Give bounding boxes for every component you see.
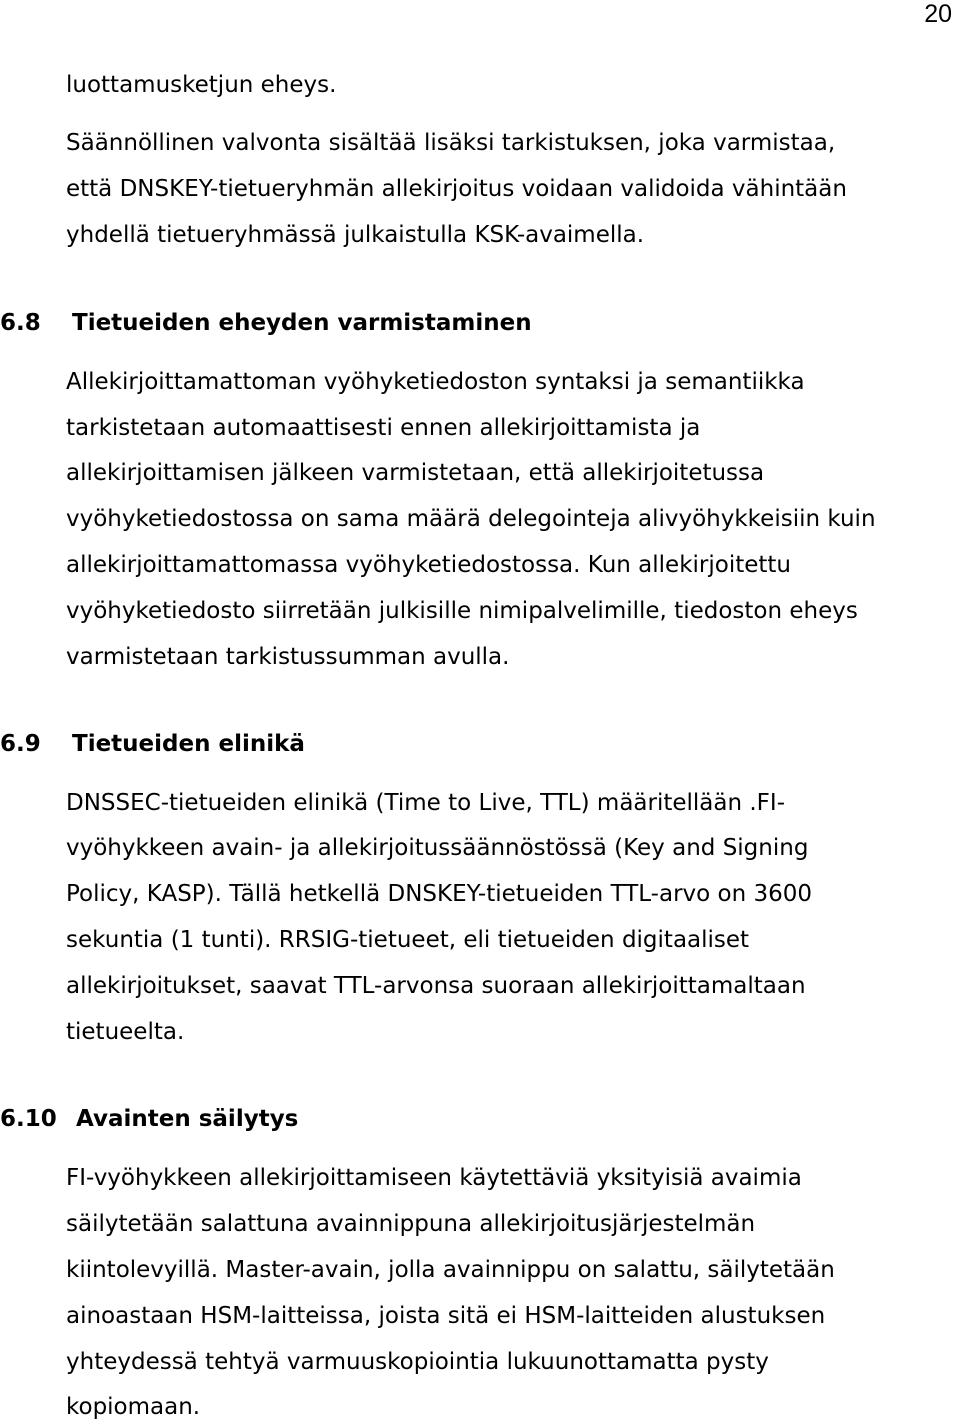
paragraph-line: allekirjoittamisen jälkeen varmistetaan, että allekirjoitetussa xyxy=(66,460,765,486)
paragraph-line: tarkistetaan automaattisesti ennen allekirjoittamista ja xyxy=(66,415,701,441)
section-number: 6.10 xyxy=(0,1106,57,1132)
section-number: 6.8 xyxy=(0,310,41,336)
paragraph-line: yhdellä tietueryhmässä julkaistulla KSK-avaimella. xyxy=(66,222,645,248)
paragraph-line: allekirjoittamattomassa vyöhyketiedostossa. Kun allekirjoitettu xyxy=(66,552,791,578)
paragraph-line: allekirjoitukset, saavat TTL-arvonsa suoraan allekirjoittamaltaan xyxy=(66,973,806,999)
section-heading: Avainten säilytys xyxy=(76,1106,299,1132)
paragraph-line: säilytetään salattuna avainnippuna allekirjoitusjärjestelmän xyxy=(66,1211,756,1237)
paragraph-line: vyöhyketiedosto siirretään julkisille nimipalvelimille, tiedoston eheys xyxy=(66,598,858,624)
paragraph-line: Säännöllinen valvonta sisältää lisäksi tarkistuksen, joka varmistaa, xyxy=(66,130,836,156)
paragraph-line: vyöhykkeen avain- ja allekirjoitussäännöstössä (Key and Signing xyxy=(66,835,809,861)
section-heading: Tietueiden eheyden varmistaminen xyxy=(72,310,532,336)
paragraph-line: luottamusketjun eheys. xyxy=(66,72,337,98)
paragraph-line: vyöhyketiedostossa on sama määrä delegointeja alivyöhykkeisiin kuin xyxy=(66,506,876,532)
paragraph-line: Allekirjoittamattoman vyöhyketiedoston syntaksi ja semantiikka xyxy=(66,369,805,395)
paragraph-line: kiintolevyillä. Master-avain, jolla avainnippu on salattu, säilytetään xyxy=(66,1257,835,1283)
paragraph-line: Policy, KASP). Tällä hetkellä DNSKEY-tietueiden TTL-arvo on 3600 xyxy=(66,881,813,907)
section-heading: Tietueiden elinikä xyxy=(72,731,305,757)
paragraph-line: kopiomaan. xyxy=(66,1394,201,1420)
paragraph-line: varmistetaan tarkistussumman avulla. xyxy=(66,644,510,670)
paragraph-line: että DNSKEY-tietueryhmän allekirjoitus voidaan validoida vähintään xyxy=(66,176,847,202)
paragraph-line: DNSSEC-tietueiden elinikä (Time to Live, TTL) määritellään .FI- xyxy=(66,790,785,816)
section-number: 6.9 xyxy=(0,731,41,757)
paragraph-line: FI-vyöhykkeen allekirjoittamiseen käytettäviä yksityisiä avaimia xyxy=(66,1165,802,1191)
paragraph-line: tietueelta. xyxy=(66,1019,185,1045)
paragraph-line: sekuntia (1 tunti). RRSIG-tietueet, eli tietueiden digitaaliset xyxy=(66,927,750,953)
paragraph-line: yhteydessä tehtyä varmuuskopiointia lukuunottamatta pysty xyxy=(66,1349,769,1375)
page-number: 20 xyxy=(924,0,952,28)
paragraph-line: ainoastaan HSM-laitteissa, joista sitä ei HSM-laitteiden alustuksen xyxy=(66,1303,826,1329)
